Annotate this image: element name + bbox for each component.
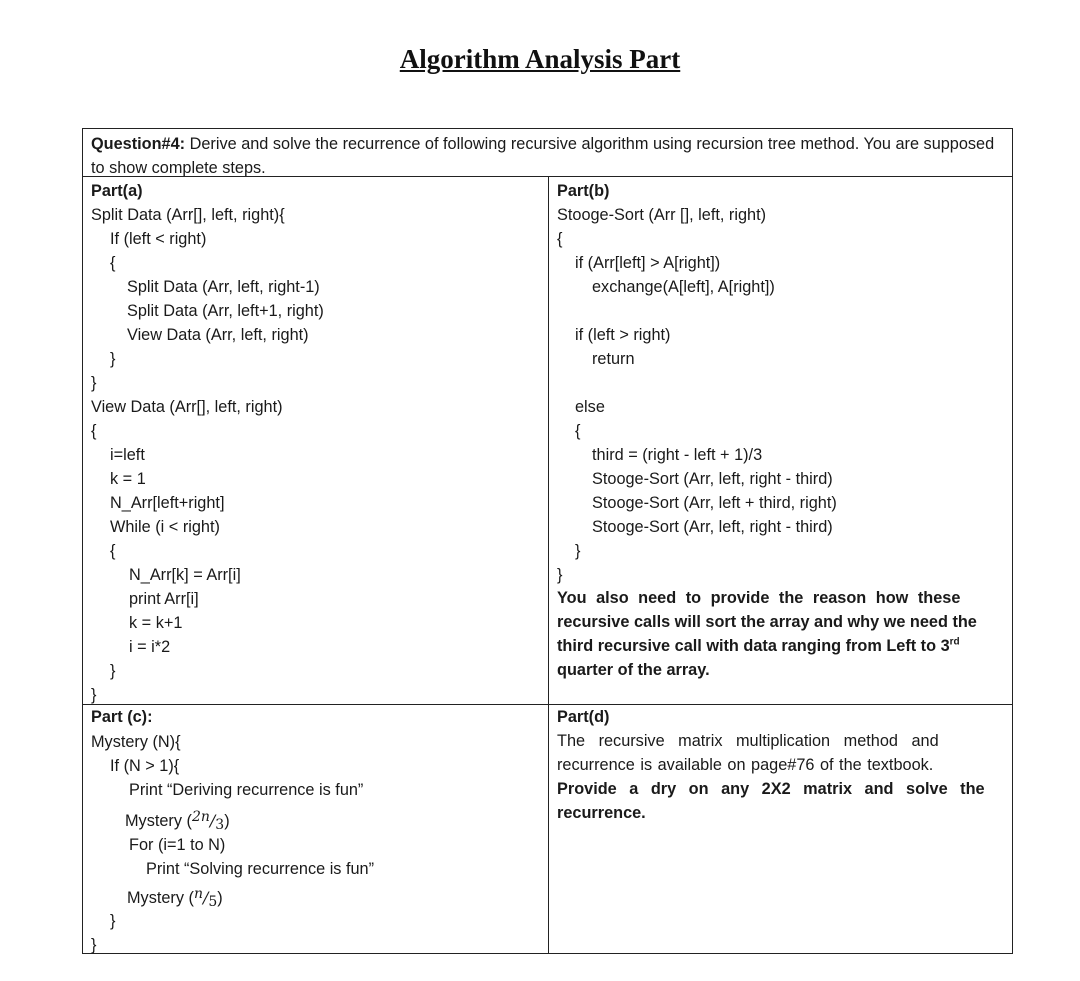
part-b-note-line: quarter of the array.	[557, 661, 710, 679]
part-b-note-text: third recursive call with data ranging from Left to 3	[557, 637, 950, 655]
question-box	[82, 128, 1013, 176]
fraction-numerator: n	[193, 886, 203, 902]
column-divider	[548, 177, 549, 953]
code-line: {	[557, 230, 563, 248]
code-line: For (i=1 to N)	[129, 836, 226, 854]
code-line: else	[575, 398, 605, 416]
code-line: View Data (Arr[], left, right)	[91, 398, 283, 416]
part-d-text-line: The recursive matrix multiplication method and	[557, 732, 939, 750]
code-line: {	[110, 254, 116, 272]
fraction: 2n/3	[191, 809, 225, 833]
part-b-note-line: You also need to provide the reason how these	[557, 589, 961, 607]
code-line: if (Arr[left] > A[right])	[575, 254, 721, 272]
code-line: {	[91, 422, 97, 440]
code-line: print Arr[i]	[129, 590, 199, 608]
fraction-denominator: 5	[208, 894, 218, 910]
code-line: k = k+1	[129, 614, 183, 632]
ordinal-suffix: rd	[949, 636, 960, 648]
question-text	[91, 132, 1006, 180]
code-line: Stooge-Sort (Arr, left + third, right)	[592, 494, 837, 512]
call-text: Mystery (	[127, 889, 194, 907]
code-line: return	[592, 350, 635, 368]
code-line: N_Arr[left+right]	[110, 494, 225, 512]
call-text: Mystery (	[125, 812, 192, 830]
code-line: Stooge-Sort (Arr, left, right - third)	[592, 518, 833, 536]
code-line: third = (right - left + 1)/3	[592, 446, 763, 464]
code-line: Stooge-Sort (Arr, left, right - third)	[592, 470, 833, 488]
code-line: }	[91, 374, 97, 392]
code-line: }	[91, 686, 97, 704]
code-line: Print “Solving recurrence is fun”	[146, 860, 375, 878]
code-line: View Data (Arr, left, right)	[127, 326, 309, 344]
fraction-denominator: 3	[215, 817, 225, 833]
code-line: Split Data (Arr, left+1, right)	[127, 302, 324, 320]
code-line: }	[110, 350, 116, 368]
code-line: Stooge-Sort (Arr [], left, right)	[557, 206, 767, 224]
call-close: )	[224, 812, 230, 830]
code-line: Mystery (N){	[91, 733, 181, 751]
part-d-text-line: recurrence is available on page#76 of the textbook.	[557, 756, 934, 774]
code-line: }	[91, 936, 97, 954]
code-line: exchange(A[left], A[right])	[592, 278, 775, 296]
part-b-heading: Part(b)	[557, 182, 610, 200]
code-line: }	[110, 912, 116, 930]
part-c-heading: Part (c):	[91, 708, 153, 726]
code-line: Print “Deriving recurrence is fun”	[129, 781, 364, 799]
code-line: If (left < right)	[110, 230, 207, 248]
code-line: i=left	[110, 446, 145, 464]
code-line: N_Arr[k] = Arr[i]	[129, 566, 241, 584]
parts-table	[82, 176, 1013, 954]
code-line: }	[110, 662, 116, 680]
part-a-heading: Part(a)	[91, 182, 143, 200]
code-line: {	[575, 422, 581, 440]
part-d-text-line: recurrence.	[557, 804, 646, 822]
code-line: If (N > 1){	[110, 757, 180, 775]
part-d-text-line: Provide a dry on any 2X2 matrix and solve the	[557, 780, 985, 798]
code-line: }	[557, 566, 563, 584]
fraction: n/5	[193, 886, 218, 910]
code-line: k = 1	[110, 470, 146, 488]
page-title: Algorithm Analysis Part	[399, 44, 681, 74]
call-close: )	[217, 889, 223, 907]
code-line	[127, 882, 223, 914]
code-line: }	[575, 542, 581, 560]
question-body: Derive and solve the recurrence of following recursive algorithm using recursion tree method. You are supposed to show complete steps.	[91, 135, 995, 177]
code-line: i = i*2	[129, 638, 171, 656]
part-d-heading: Part(d)	[557, 708, 610, 726]
part-b-note-line	[557, 634, 960, 658]
part-b-note-line: recursive calls will sort the array and why we need the	[557, 613, 977, 631]
code-line: While (i < right)	[110, 518, 220, 536]
fraction-numerator: 2n	[191, 809, 210, 825]
question-label: Question#4:	[91, 135, 186, 153]
code-line: if (left > right)	[575, 326, 671, 344]
row-divider	[83, 704, 1012, 705]
code-line: Split Data (Arr[], left, right){	[91, 206, 285, 224]
code-line: {	[110, 542, 116, 560]
code-line: Split Data (Arr, left, right-1)	[127, 278, 320, 296]
